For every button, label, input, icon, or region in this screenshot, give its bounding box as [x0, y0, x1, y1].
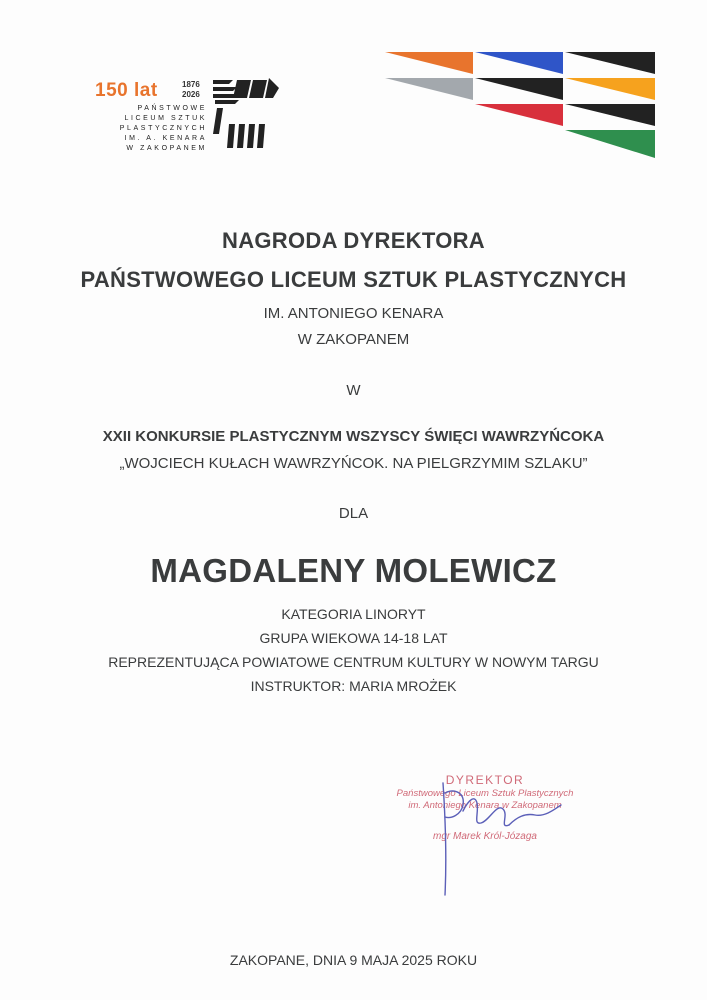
school-name-line: W ZAKOPANEM [126, 145, 207, 152]
director-stamp [385, 773, 585, 903]
award-title: NAGRODA DYREKTORA [222, 228, 485, 253]
for-label: DLA [338, 505, 369, 522]
school-name-line: PAŃSTWOWE [137, 105, 207, 112]
school-full-name: PAŃSTWOWEGO LICEUM SZTUK PLASTYCZNYCH [80, 267, 627, 292]
representing-institution: REPREZENTUJĄCA POWIATOWE CENTRUM KULTURY W NOWYM TARGU [108, 654, 599, 670]
stamp-title: DYREKTOR [445, 773, 525, 787]
contest-name: XXII KONKURSIE PLASTYCZNYM WSZYSCY ŚWIĘCI WAWRZYŃCOKA [102, 428, 605, 445]
preposition-in: W [346, 382, 361, 399]
school-name-block [95, 104, 207, 154]
contest-theme: „WOJCIECH KUŁACH WAWRZYŃCOK. NA PIELGRZYMIM SZLAKU” [119, 455, 588, 472]
place-and-date: ZAKOPANE, DNIA 9 MAJA 2025 ROKU [229, 952, 478, 968]
stamp-line-2: im. Antoniego Kenara w Zakopanem [408, 800, 562, 811]
stamp-director-name: mgr Marek Król-Józaga [433, 831, 537, 842]
school-location: W ZAKOPANEM [297, 331, 410, 348]
year-start: 1876 [182, 80, 200, 89]
instructor: INSTRUKTOR: MARIA MROŻEK [250, 678, 457, 694]
stamp-line-1: Państwowego Liceum Sztuk Plastycznych [396, 788, 574, 799]
school-logo [95, 70, 285, 160]
school-name-line: IM. A. KENARA [124, 135, 207, 142]
school-patron: IM. ANTONIEGO KENARA [263, 305, 444, 322]
recipient-name: MAGDALENY MOLEWICZ [150, 552, 557, 589]
school-name-line: LICEUM SZTUK [124, 115, 207, 122]
anniversary-label: 150 lat [95, 80, 158, 101]
category: KATEGORIA LINORYT [281, 606, 426, 622]
school-emblem-icon [213, 78, 283, 158]
handwritten-signature [385, 773, 585, 903]
year-end: 2026 [182, 90, 200, 99]
anniversary-years [182, 80, 200, 100]
age-group: GRUPA WIEKOWA 14-18 LAT [259, 630, 448, 646]
school-name-line: PLASTYCZNYCH [119, 125, 207, 132]
decorative-stripes-graphic [385, 52, 657, 162]
